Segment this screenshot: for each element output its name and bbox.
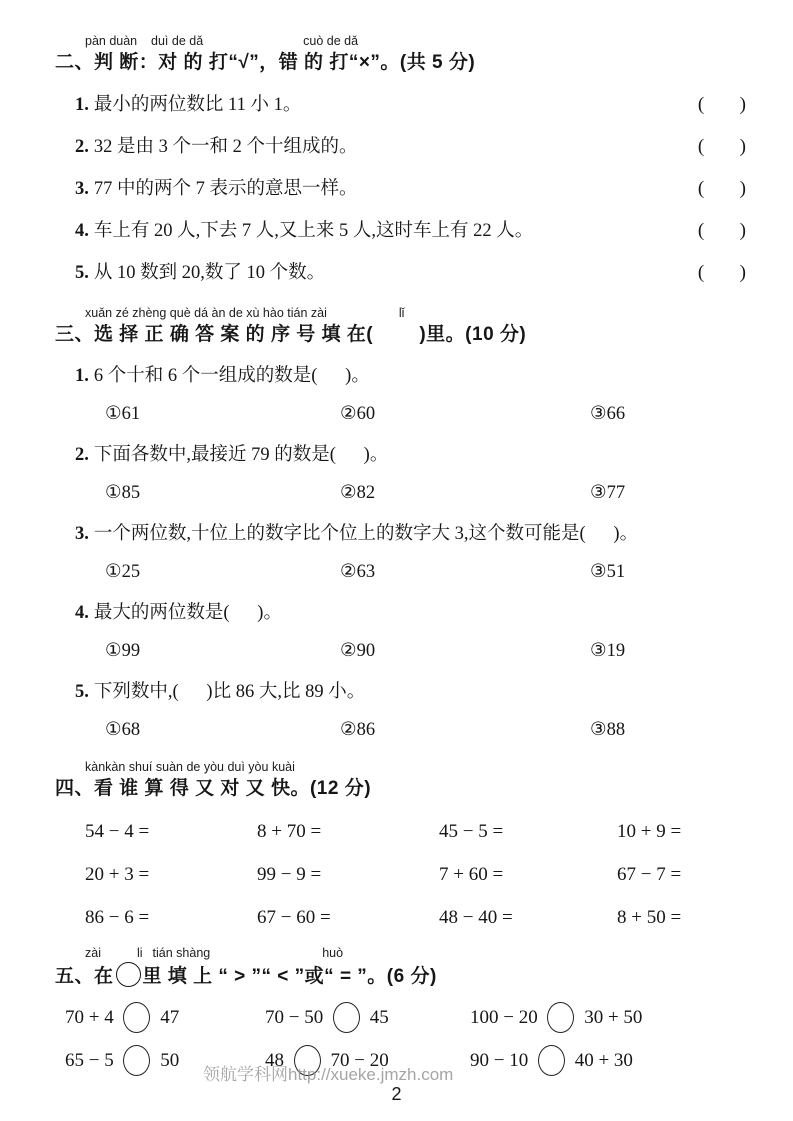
question-number: 4. bbox=[75, 221, 89, 241]
choice-question-4 bbox=[75, 600, 765, 626]
judge-item-5 bbox=[75, 260, 747, 286]
left-expression: 70 − 50 bbox=[265, 1006, 328, 1028]
section-compare bbox=[0, 946, 793, 1076]
calc-pinyin-line: kànkàn shuí suàn de yòu duì yòu kuài bbox=[85, 760, 295, 774]
calc-expression: 86 − 6 = bbox=[85, 907, 150, 928]
page-number: 2 bbox=[391, 1084, 402, 1104]
right-expression: 70 − 20 bbox=[325, 1049, 389, 1071]
pinyin-text: cuò de dǎ bbox=[303, 34, 359, 48]
compare-item bbox=[65, 1002, 265, 1033]
right-expression: 50 bbox=[155, 1049, 180, 1071]
choice-options-1 bbox=[105, 401, 793, 427]
option-3: ③19 bbox=[590, 641, 626, 661]
question-body: 最大的两位数是( )。 bbox=[93, 603, 282, 623]
section-calc bbox=[0, 760, 793, 931]
pinyin-text: pàn duàn duì de dǎ bbox=[85, 34, 204, 48]
choice-question-3 bbox=[75, 521, 765, 547]
choice-question-2 bbox=[75, 442, 765, 468]
calc-row-2 bbox=[85, 862, 793, 888]
compare-pinyin-line bbox=[85, 946, 793, 960]
option-3: ③88 bbox=[590, 720, 626, 740]
choice-question-5 bbox=[75, 679, 765, 705]
calc-expression: 8 + 70 = bbox=[257, 821, 322, 842]
question-number: 5. bbox=[75, 263, 89, 283]
question-text bbox=[75, 92, 301, 118]
blank-circle-icon bbox=[547, 1002, 574, 1033]
pinyin-text: huò bbox=[322, 946, 344, 960]
calc-expression: 48 − 40 = bbox=[439, 907, 513, 928]
question-body: 下面各数中,最接近 79 的数是( )。 bbox=[93, 445, 389, 465]
left-expression: 100 − 20 bbox=[470, 1006, 543, 1028]
choice-options-5 bbox=[105, 717, 793, 743]
option-2: ②90 bbox=[340, 641, 376, 661]
option-2: ②82 bbox=[340, 483, 376, 503]
option-3: ③51 bbox=[590, 562, 626, 582]
option-1: ①25 bbox=[105, 562, 141, 582]
option-2: ②86 bbox=[340, 720, 376, 740]
question-number: 3. bbox=[75, 524, 89, 544]
option-2: ②60 bbox=[340, 404, 376, 424]
blank-circle-icon bbox=[123, 1045, 150, 1076]
choice-pinyin-line bbox=[85, 306, 793, 320]
right-expression: 45 bbox=[364, 1006, 389, 1028]
choice-options-3 bbox=[105, 559, 793, 585]
judge-item-4 bbox=[75, 218, 747, 244]
calc-row-1 bbox=[85, 819, 793, 845]
section-judge bbox=[0, 34, 793, 286]
calc-expression: 54 − 4 = bbox=[85, 821, 150, 842]
choice-question-1 bbox=[75, 363, 765, 389]
question-body: 下列数中,( )比 86 大,比 89 小。 bbox=[93, 682, 366, 702]
choice-options-4 bbox=[105, 638, 793, 664]
question-body: 一个两位数,十位上的数字比个位上的数字大 3,这个数可能是( )。 bbox=[93, 524, 639, 544]
question-number: 2. bbox=[75, 445, 89, 465]
question-number: 1. bbox=[75, 366, 89, 386]
right-expression: 47 bbox=[155, 1006, 180, 1028]
pinyin-text: tián shàng bbox=[152, 946, 211, 960]
compare-row-1 bbox=[65, 1002, 793, 1033]
calc-expression: 45 − 5 = bbox=[439, 821, 504, 842]
question-body: 6 个十和 6 个一组成的数是( )。 bbox=[93, 366, 370, 386]
option-3: ③77 bbox=[590, 483, 626, 503]
judge-item-2 bbox=[75, 134, 747, 160]
compare-item bbox=[470, 1002, 793, 1033]
judge-item-1 bbox=[75, 92, 747, 118]
calc-expression: 8 + 50 = bbox=[617, 907, 682, 928]
calc-expression: 67 − 7 = bbox=[617, 864, 682, 885]
pinyin-text: lǐ bbox=[398, 306, 405, 320]
question-number: 3. bbox=[75, 179, 89, 199]
question-number: 4. bbox=[75, 603, 89, 623]
blank-circle-icon bbox=[333, 1002, 360, 1033]
answer-blank: ( ) bbox=[697, 178, 747, 199]
question-number: 5. bbox=[75, 682, 89, 702]
question-text bbox=[75, 260, 325, 286]
answer-blank: ( ) bbox=[697, 262, 747, 283]
compare-section-title bbox=[55, 962, 793, 990]
choice-options-2 bbox=[105, 480, 793, 506]
question-body: 最小的两位数比 11 小 1。 bbox=[93, 95, 302, 115]
judge-item-3 bbox=[75, 176, 747, 202]
option-1: ①61 bbox=[105, 404, 141, 424]
option-1: ①99 bbox=[105, 641, 141, 661]
pinyin-text: xuǎn zé zhèng què dá àn de xù hào tián zài bbox=[85, 306, 327, 320]
calc-row-3 bbox=[85, 905, 793, 931]
question-number: 1. bbox=[75, 95, 89, 115]
right-expression: 30 + 50 bbox=[579, 1006, 643, 1028]
question-body: 77 中的两个 7 表示的意思一样。 bbox=[93, 179, 358, 199]
answer-blank: ( ) bbox=[697, 136, 747, 157]
title-text: 五、在 bbox=[55, 966, 114, 987]
option-1: ①68 bbox=[105, 720, 141, 740]
calc-section-title: 四、看 谁 算 得 又 对 又 快。(12 分) bbox=[55, 778, 372, 799]
right-expression: 40 + 30 bbox=[569, 1049, 633, 1071]
calc-expression: 99 − 9 = bbox=[257, 864, 322, 885]
left-expression: 90 − 10 bbox=[470, 1049, 533, 1071]
option-2: ②63 bbox=[340, 562, 376, 582]
question-number: 2. bbox=[75, 137, 89, 157]
pinyin-text: li bbox=[136, 946, 143, 960]
blank-circle-icon bbox=[116, 962, 141, 987]
question-text bbox=[75, 134, 358, 160]
calc-expression: 20 + 3 = bbox=[85, 864, 150, 885]
watermark: 领航学科网http://xueke.jmzh.com bbox=[203, 1065, 454, 1084]
judge-section-title: 二、判 断：对 的 打“√”，错 的 打“×”。(共 5 分) bbox=[55, 52, 476, 73]
blank-circle-icon bbox=[123, 1002, 150, 1033]
choice-section-title: 三、选 择 正 确 答 案 的 序 号 填 在( )里。(10 分) bbox=[55, 324, 527, 345]
option-1: ①85 bbox=[105, 483, 141, 503]
section-choice bbox=[0, 306, 793, 743]
calc-expression: 10 + 9 = bbox=[617, 821, 682, 842]
title-text: 里 填 上 “ > ”“ < ”或“ = ”。(6 分) bbox=[142, 966, 437, 987]
calc-expression: 7 + 60 = bbox=[439, 864, 504, 885]
left-expression: 48 bbox=[265, 1049, 289, 1071]
answer-blank: ( ) bbox=[697, 220, 747, 241]
question-body: 车上有 20 人,下去 7 人,又上来 5 人,这时车上有 22 人。 bbox=[93, 221, 534, 241]
option-3: ③66 bbox=[590, 404, 626, 424]
question-text bbox=[75, 176, 358, 202]
question-text bbox=[75, 218, 533, 244]
judge-pinyin-line bbox=[85, 34, 793, 48]
question-body: 从 10 数到 20,数了 10 个数。 bbox=[93, 263, 326, 283]
left-expression: 70 + 4 bbox=[65, 1006, 119, 1028]
blank-circle-icon bbox=[538, 1045, 565, 1076]
calc-expression: 67 − 60 = bbox=[257, 907, 331, 928]
answer-blank: ( ) bbox=[697, 94, 747, 115]
compare-item bbox=[470, 1045, 793, 1076]
left-expression: 65 − 5 bbox=[65, 1049, 119, 1071]
compare-item bbox=[265, 1002, 470, 1033]
question-body: 32 是由 3 个一和 2 个十组成的。 bbox=[93, 137, 358, 157]
pinyin-text: zài bbox=[85, 946, 101, 960]
